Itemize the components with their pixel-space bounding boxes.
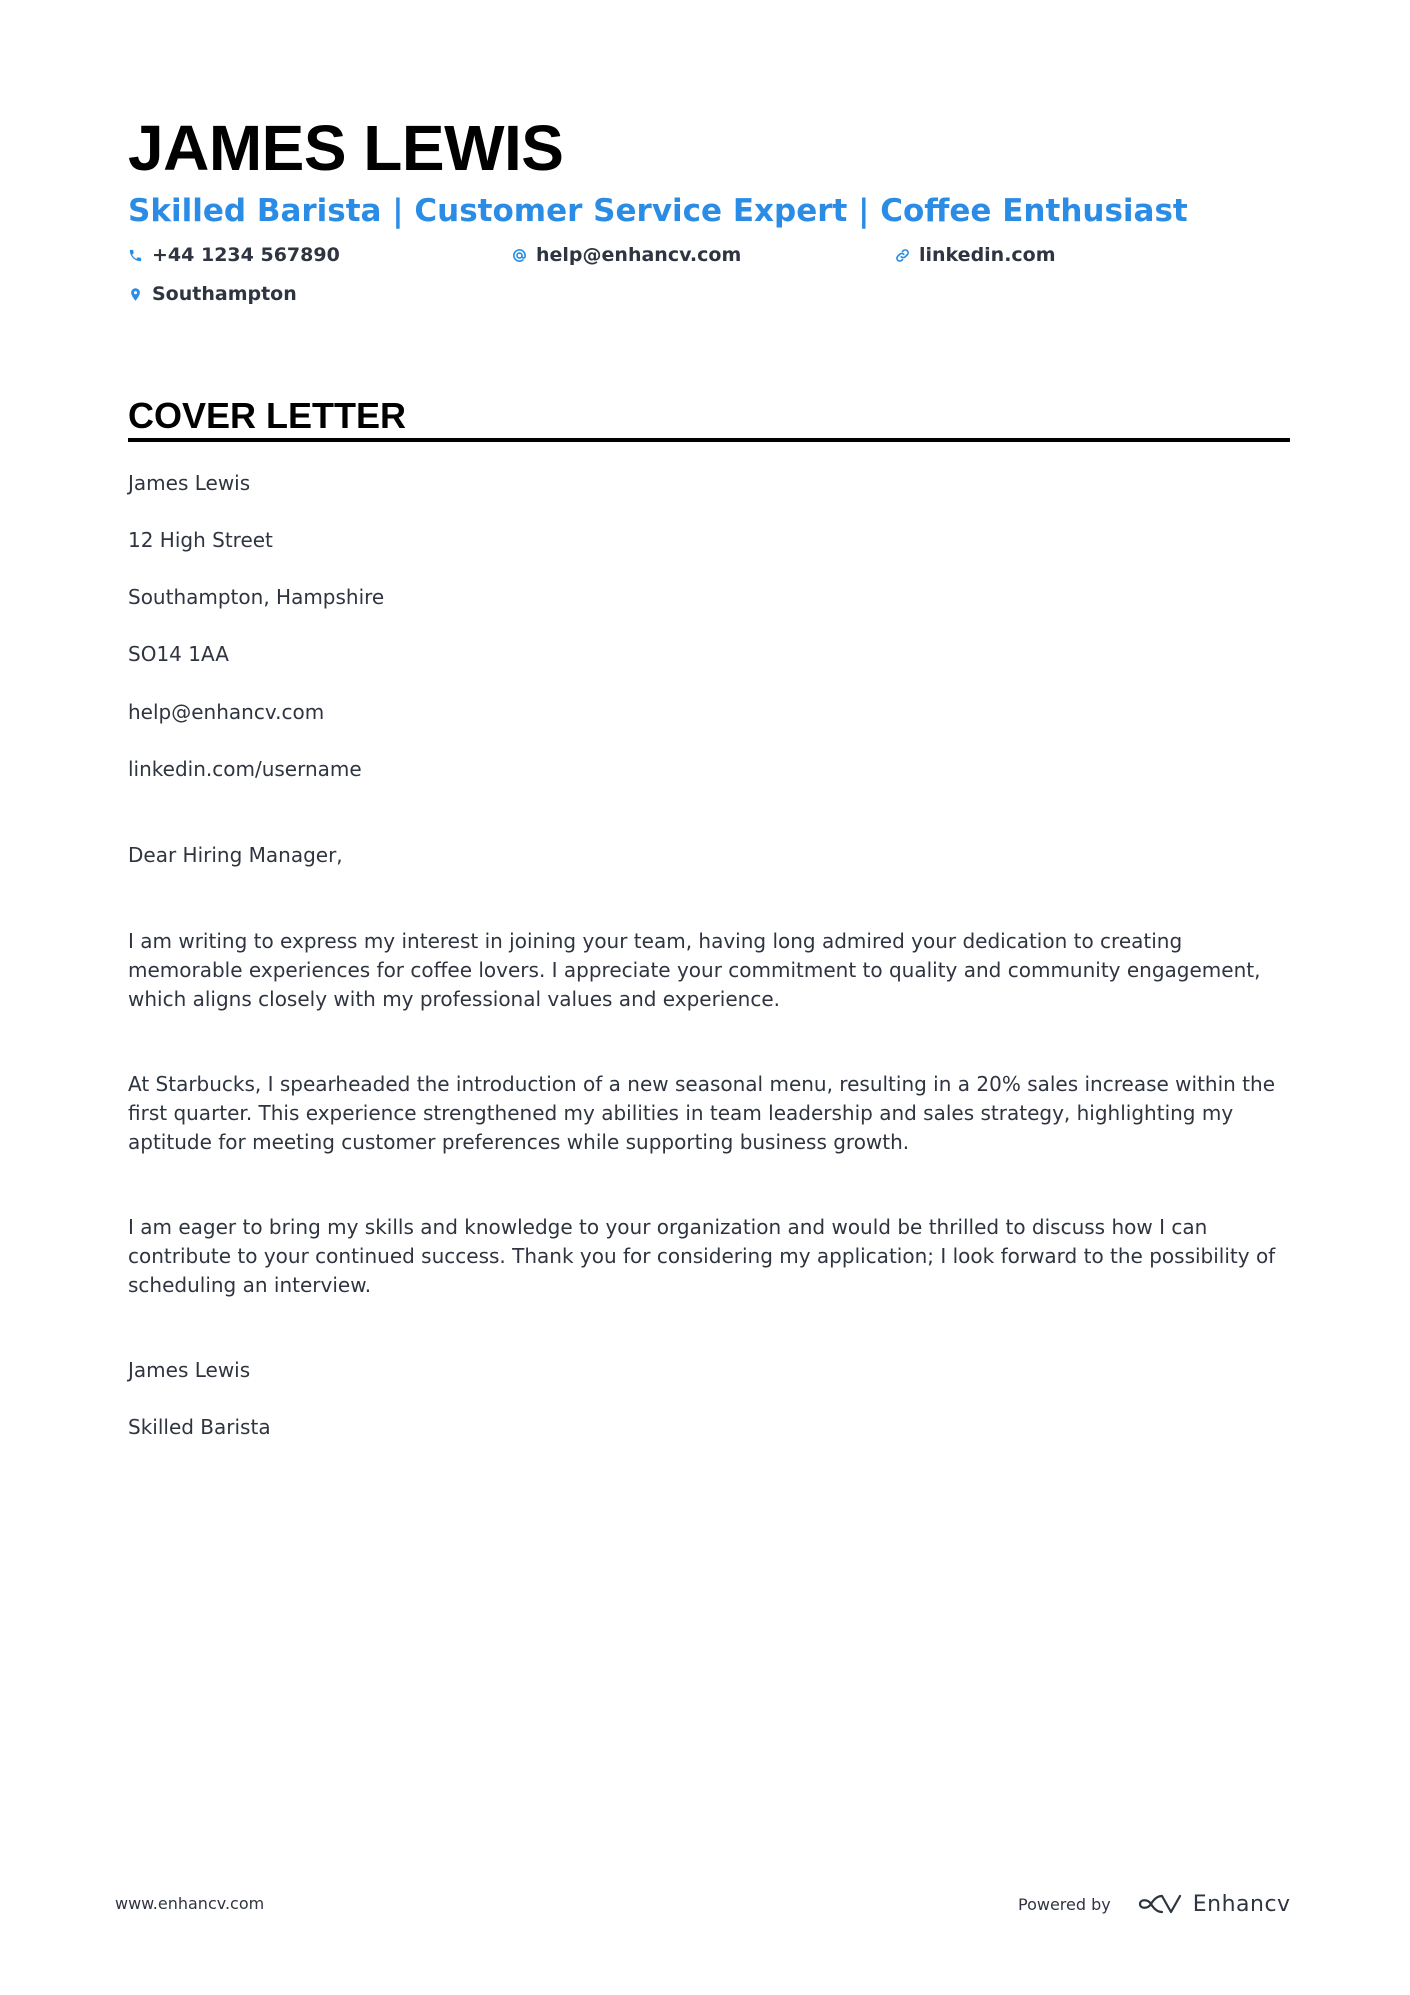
- contact-location-text: Southampton: [152, 283, 297, 305]
- contact-phone[interactable]: [128, 240, 340, 270]
- letter-paragraph: I am writing to express my interest in joining your team, having long admired your dedication to creating memorable experiences for coffee lovers. I appreciate your commitment to quality and community engagement, which aligns closely with my professional values and experience.: [128, 929, 1261, 1011]
- sender-postcode: SO14 1AA: [128, 642, 229, 666]
- contact-phone-text: +44 1234 567890: [152, 244, 340, 266]
- sender-email: help@enhancv.com: [128, 700, 325, 724]
- section-title-cover-letter: COVER LETTER: [128, 395, 407, 436]
- footer-website-link[interactable]: www.enhancv.com: [115, 1894, 265, 1913]
- contact-email[interactable]: [512, 240, 741, 270]
- phone-icon: [128, 248, 143, 263]
- letter-paragraph: I am eager to bring my skills and knowledge to your organization and would be thrilled to discuss how I can contribute to your continued success. Thank you for considering my application; I look forward to the possibility of scheduling an interview.: [128, 1215, 1276, 1297]
- letter-paragraph: At Starbucks, I spearheaded the introduction of a new seasonal menu, resulting in a 20% sales increase within the first quarter. This experience strengthened my abilities in team leadership and sales strategy, highlighting my aptitude for meeting customer preferences while supporting business growth.: [128, 1072, 1276, 1154]
- contact-email-text: help@enhancv.com: [536, 244, 742, 266]
- section-divider: [128, 438, 1290, 442]
- sender-name: James Lewis: [128, 471, 251, 495]
- sender-city: Southampton, Hampshire: [128, 585, 385, 609]
- link-icon: [895, 248, 910, 263]
- signature-title: Skilled Barista: [128, 1415, 271, 1439]
- candidate-headline: Skilled Barista | Customer Service Expert | Coffee Enthusiast: [128, 193, 1188, 229]
- at-icon: [512, 248, 527, 263]
- signature-name: James Lewis: [128, 1358, 251, 1382]
- location-pin-icon: [128, 287, 143, 302]
- letter-salutation: Dear Hiring Manager,: [128, 843, 343, 867]
- contact-linkedin-text: linkedin.com: [919, 244, 1056, 266]
- sender-linkedin: linkedin.com/username: [128, 757, 362, 781]
- sender-street: 12 High Street: [128, 528, 273, 552]
- contact-location: [128, 279, 297, 309]
- footer-powered-by[interactable]: [1018, 1888, 1291, 1920]
- brand-name: Enhancv: [1192, 1891, 1291, 1917]
- candidate-name: JAMES LEWIS: [128, 112, 564, 184]
- enhancv-logo-icon: [1137, 1892, 1183, 1916]
- enhancv-brand: [1137, 1892, 1291, 1917]
- contact-linkedin[interactable]: [895, 240, 1056, 270]
- powered-by-label: Powered by: [1018, 1894, 1111, 1914]
